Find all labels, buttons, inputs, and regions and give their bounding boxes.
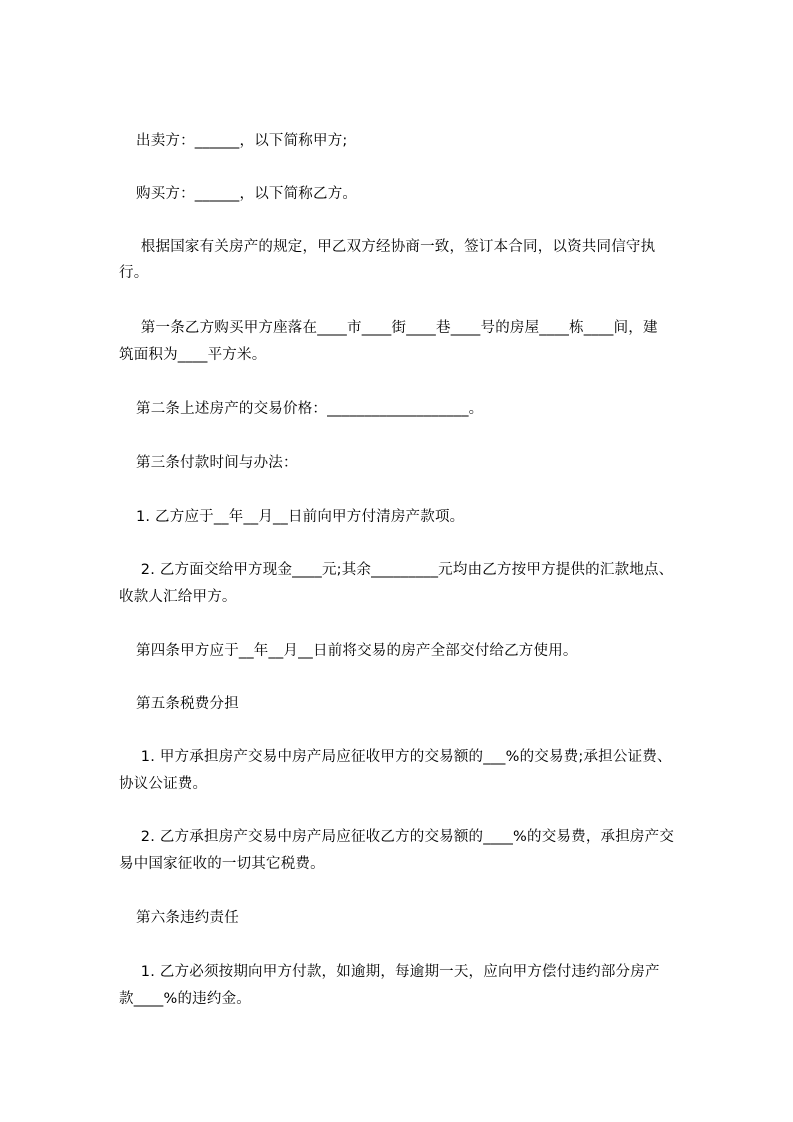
article-5-item-1-line-2: 协议公证费。 (119, 776, 208, 792)
article-3-heading (136, 449, 298, 477)
article-3-item-2-line-2: 收款人汇给甲方。 (119, 589, 237, 605)
article-1-line-2: 筑面积为____平方米。 (119, 347, 267, 363)
buyer-line (136, 180, 357, 208)
article-5-item-2-line-2: 易中国家征收的一切其它税费。 (119, 856, 325, 872)
article-1-paragraph (136, 314, 658, 342)
article-1-paragraph-cont (119, 341, 266, 369)
article-6-item-1-line-1: 1. 乙方必须按期向甲方付款，如逾期，每逾期一天，应向甲方偿付违约部分房产 (136, 964, 660, 980)
article-3-item-2 (136, 556, 673, 584)
article-6-item-1-line-2: 款____%的违约金。 (119, 991, 251, 1007)
article-3-item-1-text: 1. 乙方应于__年__月__日前向甲方付清房产款项。 (136, 509, 465, 525)
preamble-line-2: 行。 (119, 265, 149, 281)
article-4-line: 第四条甲方应于__年__月__日前将交易的房产全部交付给乙方使用。 (136, 643, 578, 659)
article-5-item-2-cont (119, 850, 325, 878)
article-6-item-1 (136, 958, 660, 986)
article-5-heading (136, 690, 239, 718)
article-3-item-2-cont (119, 583, 237, 611)
seller-line-text: 出卖方：______，以下简称甲方; (136, 133, 348, 149)
article-1-line-1: 第一条乙方购买甲方座落在____市____街____巷____号的房屋____栋____间，建 (136, 320, 658, 336)
article-4-paragraph (136, 637, 578, 665)
preamble-paragraph-cont (119, 259, 148, 287)
preamble-paragraph (136, 233, 655, 261)
article-5-item-1 (136, 743, 672, 771)
preamble-line-1: 根据国家有关房产的规定，甲乙双方经协商一致，签订本合同，以资共同信守执 (136, 239, 656, 255)
article-2-line: 第二条上述房产的交易价格：___________________。 (136, 401, 484, 417)
article-5-item-1-cont (119, 770, 207, 798)
article-2-paragraph (136, 395, 483, 423)
article-6-heading (136, 904, 239, 932)
article-5-item-2 (136, 823, 674, 851)
buyer-line-text: 购买方：______，以下简称乙方。 (136, 186, 358, 202)
article-3-item-1 (136, 503, 464, 531)
article-5-item-2-line-1: 2. 乙方承担房产交易中房产局应征收乙方的交易额的____%的交易费，承担房产交 (136, 829, 675, 845)
seller-line (136, 127, 347, 155)
article-6-heading-text: 第六条违约责任 (136, 910, 239, 926)
article-3-heading-text: 第三条付款时间与办法： (136, 455, 298, 471)
article-5-item-1-line-1: 1. 甲方承担房产交易中房产局应征收甲方的交易额的___%的交易费;承担公证费、 (136, 749, 672, 765)
article-5-heading-text: 第五条税费分担 (136, 696, 239, 712)
article-3-item-2-line-1: 2. 乙方面交给甲方现金____元;其余_________元均由乙方按甲方提供的汇款地点、 (136, 562, 674, 578)
article-6-item-1-cont (119, 985, 251, 1013)
